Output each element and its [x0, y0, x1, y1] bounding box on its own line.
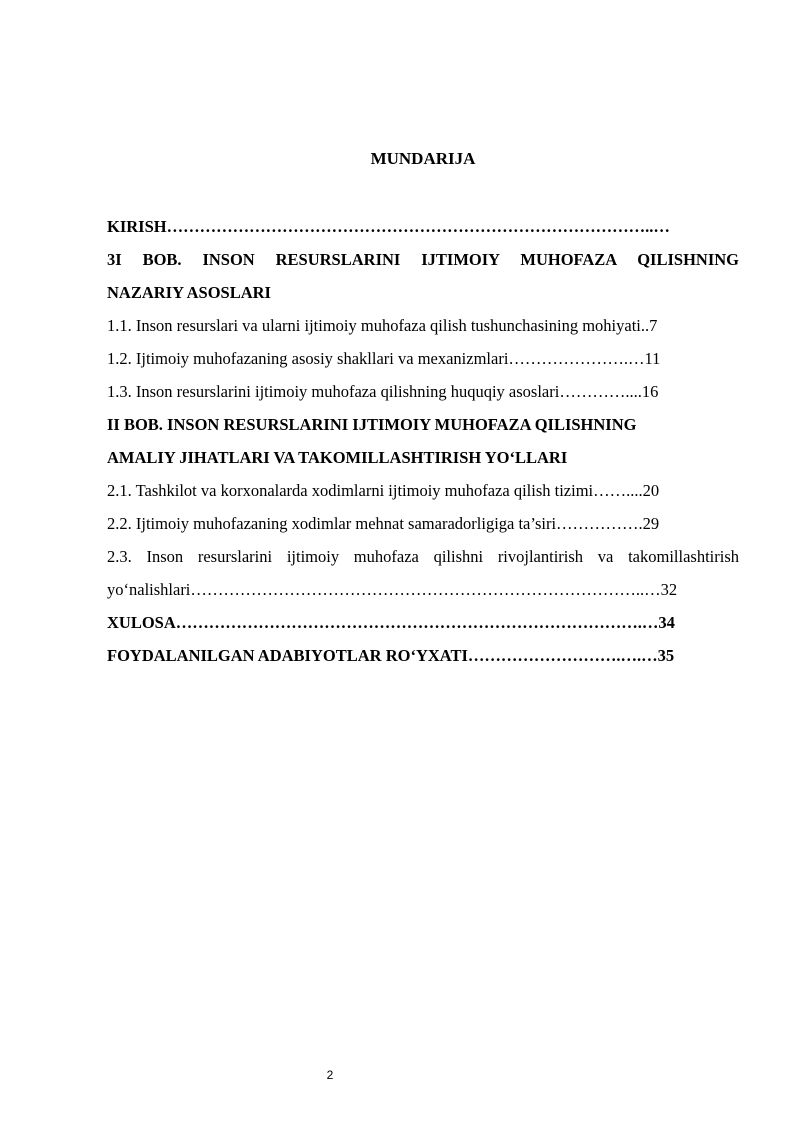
toc-entry-introduction: KIRISH……………………………………………………………………………..… [107, 217, 670, 236]
toc-section-1-3: 1.3. Inson resurslarini ijtimoiy muhofaza qilishning huquqiy asoslari…………....16 [107, 382, 659, 401]
toc-section-2-1: 2.1. Tashkilot va korxonalarda xodimlarni ijtimoiy muhofaza qilish tizimi……....20 [107, 481, 660, 500]
toc-chapter-1-heading: 3I BOB. INSON RESURSLARINI IJTIMOIY MUHOFAZA QILISHNING [107, 250, 739, 269]
page-number: 2 [326, 1068, 334, 1082]
page-title: MUNDARIJA [370, 149, 476, 168]
toc-section-2-2: 2.2. Ijtimoiy muhofazaning xodimlar mehnat samaradorligiga ta’siri…………….29 [107, 514, 660, 533]
toc-section-2-3: 2.3. Inson resurslarini ijtimoiy muhofaza qilishni rivojlantirish va takomillashtirish [107, 547, 739, 566]
toc-chapter-2-heading-cont: AMALIY JIHATLARI VA TAKOMILLASHTIRISH YO‘LLARI [107, 448, 568, 467]
toc-entry-conclusion: XULOSA………………………………………………………………………….…34 [107, 613, 675, 632]
table-of-contents [107, 210, 739, 672]
toc-section-1-2: 1.2. Ijtimoiy muhofazaning asosiy shakllari va mexanizmlari………………….…11 [107, 349, 661, 368]
toc-section-2-3-cont: yo‘nalishlari………………………………………………………………………..…32 [107, 580, 678, 599]
toc-chapter-1-heading-cont: NAZARIY ASOSLARI [107, 283, 271, 302]
toc-chapter-2-heading: II BOB. INSON RESURSLARINI IJTIMOIY MUHOFAZA QILISHNING [107, 415, 637, 434]
toc-section-1-1: 1.1. Inson resurslari va ularni ijtimoiy muhofaza qilish tushunchasining mohiyati..7 [107, 316, 658, 335]
toc-entry-bibliography: FOYDALANILGAN ADABIYOTLAR RO‘YXATI……………………….….…35 [107, 646, 675, 665]
